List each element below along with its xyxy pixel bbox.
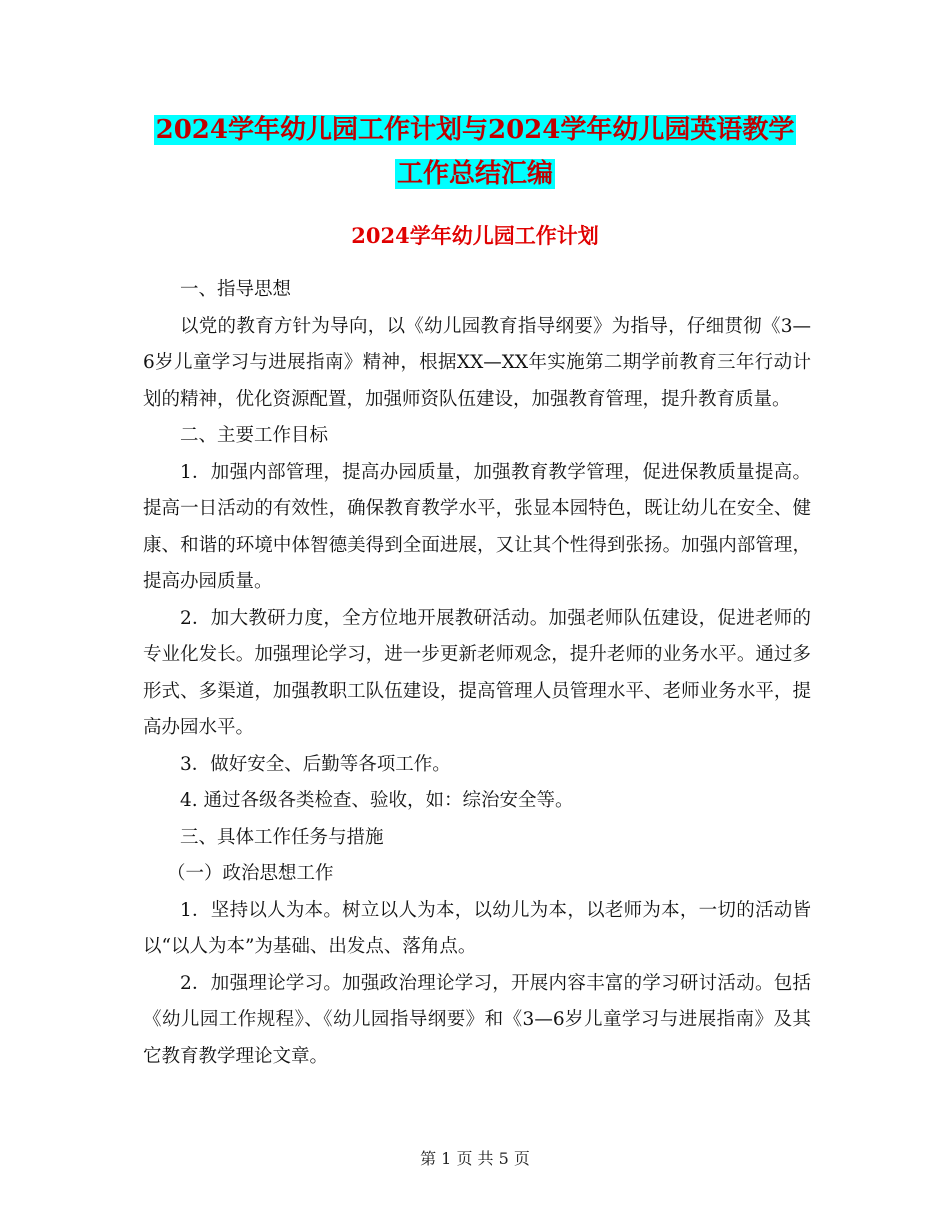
paragraph: 2．加大教研力度，全方位地开展教研活动。加强老师队伍建设，促进老师的专业化发长。加强理论学习，进一步更新老师观念，提升老师的业务水平。通过多形式、多渠道，加强教职工队伍建设，提高管理人员管理水平、老师业务水平，提高办园水平。 bbox=[143, 607, 811, 738]
section-heading: 一、指导思想 bbox=[180, 279, 292, 300]
paragraph: 以党的教育方针为导向，以《幼儿园教育指导纲要》为指导，仔细贯彻《3—6岁儿童学习与进展指南》精神，根据XX—XX年实施第二期学前教育三年行动计划的精神，优化资源配置，加强师资队伍建设，加强教育管理，提升教育质量。 bbox=[143, 315, 811, 410]
section-heading: （一）政治思想工作 bbox=[167, 863, 334, 884]
section-title: 2024学年幼儿园工作计划 bbox=[351, 223, 599, 248]
paragraph: 3．做好安全、后勤等各项工作。 bbox=[180, 753, 451, 775]
section-heading: 二、主要工作目标 bbox=[180, 425, 329, 446]
paragraph: 1．加强内部管理，提高办园质量，加强教育教学管理，促进保教质量提高。提高一日活动的有效性，确保教育教学水平，张显本园特色，既让幼儿在安全、健康、和谐的环境中体智德美得到全面进展，又让其个性得到张扬。加强内部管理，提高办园质量。 bbox=[143, 461, 811, 592]
document-title bbox=[0, 108, 950, 196]
paragraph: 2．加强理论学习。加强政治理论学习，开展内容丰富的学习研讨活动。包括《幼儿园工作规程》、《幼儿园指导纲要》和《3—6岁儿童学习与进展指南》及其它教育教学理论文章。 bbox=[143, 972, 811, 1067]
title-line-1: 2024学年幼儿园工作计划与2024学年幼儿园英语教学 bbox=[155, 115, 795, 145]
body-text bbox=[143, 272, 811, 1075]
paragraph: 4. 通过各级各类检查、验收，如：综治安全等。 bbox=[180, 790, 574, 811]
page-footer: 第 1 页 共 5 页 bbox=[420, 1149, 530, 1168]
paragraph: 1．坚持以人为本。树立以人为本，以幼儿为本，以老师为本，一切的活动皆以“以人为本”为基础、出发点、落角点。 bbox=[143, 899, 811, 957]
title-line-2: 工作总结汇编 bbox=[396, 159, 553, 189]
section-heading: 三、具体工作任务与措施 bbox=[180, 826, 384, 848]
